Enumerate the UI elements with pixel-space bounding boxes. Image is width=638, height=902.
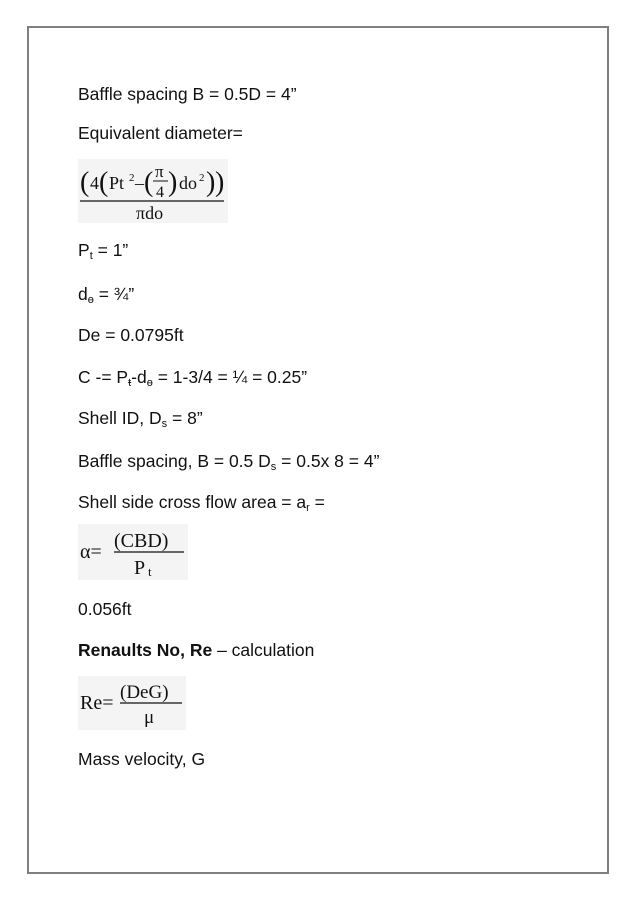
clearance-prefix: C -= P bbox=[78, 367, 129, 387]
eq1-do: do bbox=[179, 173, 197, 193]
eq1-minus: – bbox=[135, 173, 144, 193]
eq1-close-outer: ) bbox=[215, 167, 225, 198]
mass-velocity-line bbox=[78, 748, 205, 770]
baffle-spacing-line bbox=[78, 83, 297, 105]
flow-area-subscript: r bbox=[306, 502, 310, 514]
de-line bbox=[78, 324, 184, 346]
clearance-line bbox=[78, 366, 307, 388]
do-label: d bbox=[78, 284, 88, 304]
reynolds-heading-line bbox=[78, 639, 314, 661]
de-value: De = 0.0795ft bbox=[78, 325, 184, 345]
flow-area-result-line bbox=[78, 598, 132, 620]
flow-area-result: 0.056ft bbox=[78, 599, 132, 619]
eq1-four: 4 bbox=[90, 173, 99, 193]
flow-area-equation bbox=[78, 524, 188, 580]
equivalent-diameter-equation bbox=[78, 159, 228, 223]
flow-area-line bbox=[78, 491, 325, 513]
eq3-lhs: Re= bbox=[80, 692, 114, 714]
eq2-denominator-main: P bbox=[134, 557, 146, 579]
eq2-lhs: α= bbox=[80, 541, 102, 563]
eq1-denominator: πdo bbox=[136, 203, 164, 223]
shell-id-subscript: s bbox=[161, 418, 168, 430]
baffle-spacing-2-suffix: = 0.5x 8 = 4” bbox=[276, 451, 380, 471]
clearance-subscript-o: ɵ bbox=[146, 377, 153, 389]
shell-id-suffix: = 8” bbox=[167, 408, 203, 428]
eq3-denominator: μ bbox=[144, 707, 155, 728]
pt-label: P bbox=[78, 240, 90, 260]
eq2-denominator-sub: t bbox=[148, 564, 152, 579]
flow-area-prefix: Shell side cross flow area = a bbox=[78, 492, 307, 512]
baffle-spacing-2-prefix: Baffle spacing, B = 0.5 D bbox=[78, 451, 271, 471]
pt-subscript: t bbox=[89, 250, 93, 262]
eq1-do-exponent: 2 bbox=[199, 172, 205, 184]
shell-id-line bbox=[78, 407, 203, 429]
pt-line bbox=[78, 239, 128, 261]
reynolds-equation bbox=[78, 676, 186, 730]
baffle-spacing-text: Baffle spacing B = 0.5D = 4” bbox=[78, 84, 297, 104]
baffle-spacing-2-subscript: s bbox=[270, 461, 277, 473]
eq1-paren-left: ( bbox=[144, 167, 154, 198]
eq1-four-denominator: 4 bbox=[156, 184, 164, 201]
eq1-pt: Pt bbox=[109, 173, 125, 193]
clearance-suffix: = 1-3/4 = ¼ = 0.25” bbox=[152, 367, 308, 387]
baffle-spacing-2-line bbox=[78, 450, 379, 472]
eq1-open-inner: ( bbox=[99, 167, 109, 198]
equivalent-diameter-line bbox=[78, 122, 243, 144]
flow-area-suffix: = bbox=[309, 492, 325, 512]
pt-value: = 1” bbox=[92, 240, 129, 260]
eq1-pt-exponent: 2 bbox=[129, 172, 135, 184]
mass-velocity-text: Mass velocity, G bbox=[78, 749, 206, 769]
do-value: = ¾” bbox=[93, 284, 135, 304]
shell-id-prefix: Shell ID, D bbox=[78, 408, 162, 428]
clearance-subscript-t: t bbox=[128, 377, 132, 389]
eq3-numerator: (DeG) bbox=[120, 682, 169, 703]
eq1-open-outer: ( bbox=[80, 167, 90, 198]
equivalent-diameter-text: Equivalent diameter= bbox=[78, 123, 243, 143]
eq1-pi: π bbox=[155, 162, 164, 181]
eq1-close-inner: ) bbox=[206, 167, 216, 198]
reynolds-heading-bold: Renaults No, Re bbox=[78, 640, 213, 660]
do-line bbox=[78, 283, 134, 305]
eq2-numerator: (CBD) bbox=[114, 530, 169, 552]
eq1-paren-right: ) bbox=[168, 167, 178, 198]
do-subscript: ɵ bbox=[87, 294, 94, 306]
clearance-mid: -d bbox=[131, 367, 147, 387]
reynolds-heading-rest: – calculation bbox=[212, 640, 315, 660]
